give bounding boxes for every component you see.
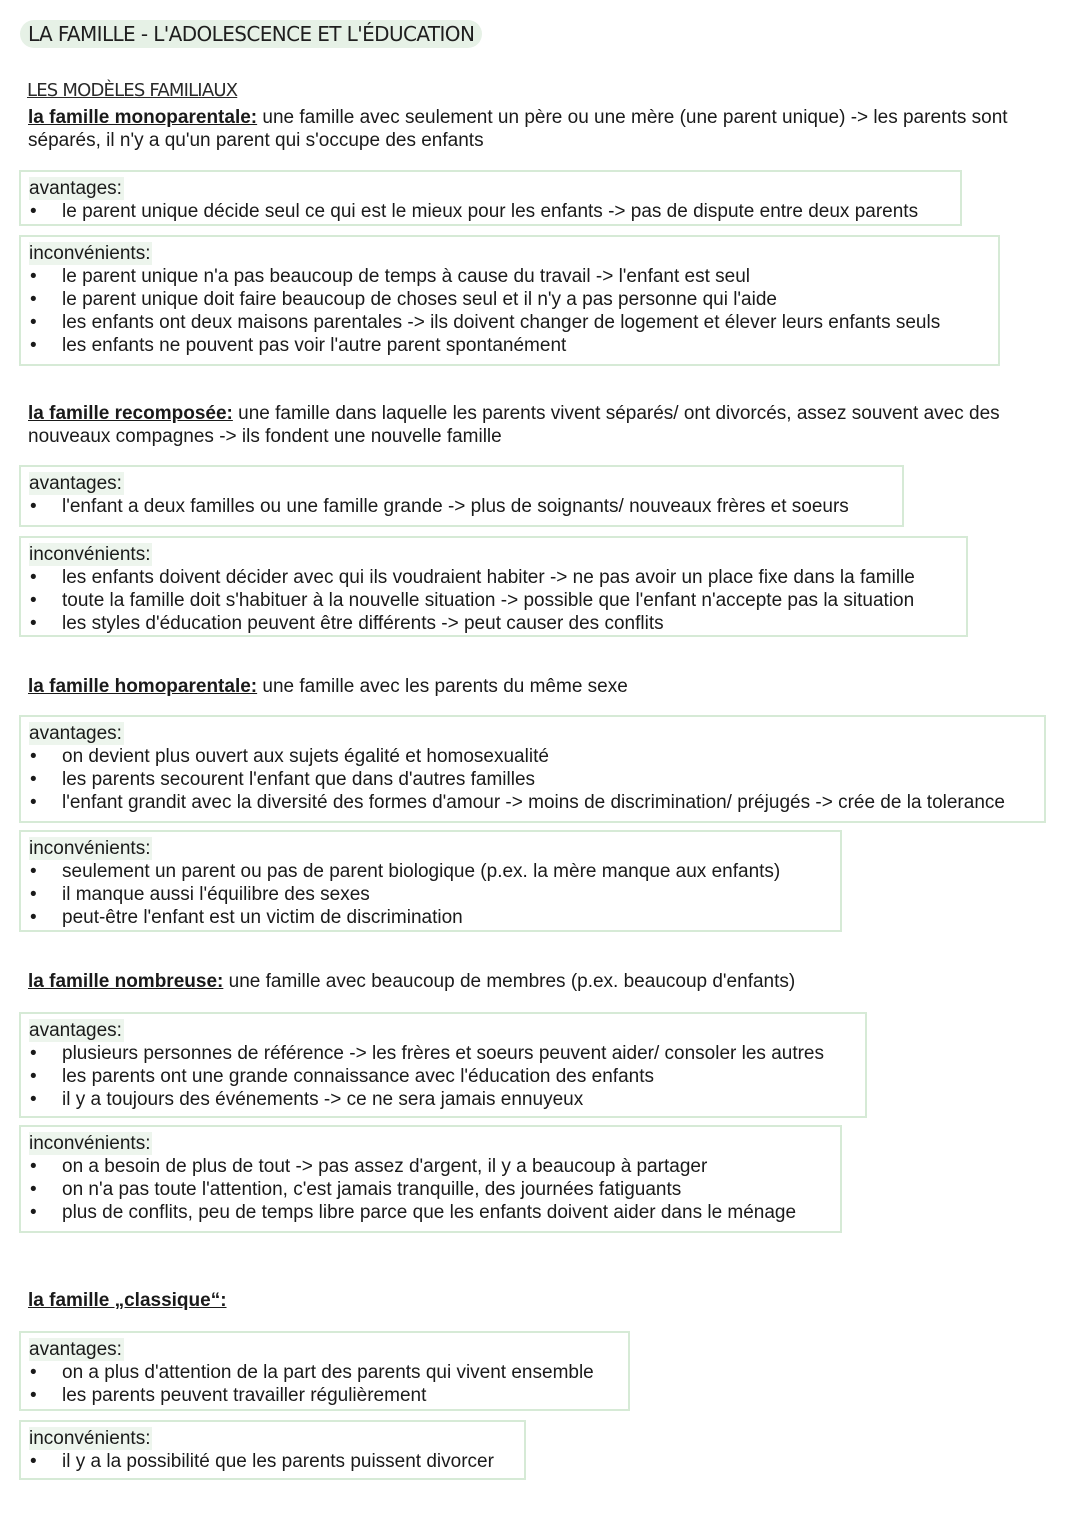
advantages-label: avantages: <box>29 1339 122 1360</box>
list-item: • on a plus d'attention de la part des parents qui vivent ensemble <box>29 1361 620 1384</box>
advantages-box-nombreuse <box>19 1012 867 1118</box>
page-title: LA FAMILLE - L'ADOLESCENCE ET L'ÉDUCATION <box>20 20 482 48</box>
disadvantages-label: inconvénients: <box>29 838 151 859</box>
list-item: • les parents secourent l'enfant que dans d'autres familles <box>29 768 1036 791</box>
list-item: • il y a la possibilité que les parents puissent divorcer <box>29 1450 516 1473</box>
advantages-label: avantages: <box>29 473 122 494</box>
disadvantages-label: inconvénients: <box>29 243 151 264</box>
definition-text: une famille avec les parents du même sexe <box>257 676 628 697</box>
disadvantages-box-recomposee <box>19 536 968 637</box>
definition-homoparentale <box>28 675 1058 698</box>
list-item: • l'enfant a deux familles ou une famille grande -> plus de soignants/ nouveaux frères et soeurs <box>29 495 894 518</box>
list-item: • l'enfant grandit avec la diversité des formes d'amour -> moins de discrimination/ préjugés -> crée de la tolerance <box>29 791 1036 814</box>
term-classique: la famille „classique“: <box>28 1290 227 1311</box>
disadvantages-box-monoparentale <box>19 235 1000 366</box>
definition-monoparentale <box>28 106 1058 152</box>
list-item: • seulement un parent ou pas de parent biologique (p.ex. la mère manque aux enfants) <box>29 860 832 883</box>
disadvantages-label: inconvénients: <box>29 1428 151 1449</box>
list-item: • les styles d'éducation peuvent être différents -> peut causer des conflits <box>29 612 958 635</box>
definition-text: une famille dans laquelle les parents vivent séparés/ ont divorcés, assez souvent avec des nouveaux compagnes -> ils fondent une nouvelle famille <box>28 403 1000 447</box>
list-item: • les enfants ont deux maisons parentales -> ils doivent changer de logement et élever leurs enfants seuls <box>29 311 990 334</box>
advantages-label: avantages: <box>29 1020 122 1041</box>
list-item: • le parent unique décide seul ce qui est le mieux pour les enfants -> pas de dispute entre deux parents <box>29 200 952 223</box>
advantages-box-classique <box>19 1331 630 1411</box>
list-item: • on a besoin de plus de tout -> pas assez d'argent, il y a beaucoup à partager <box>29 1155 832 1178</box>
definition-text: une famille avec seulement un père ou une mère (une parent unique) -> les parents sont séparés, il n'y a qu'un parent qui s'occupe des enfants <box>28 107 1008 151</box>
list-item: • les enfants doivent décider avec qui ils voudraient habiter -> ne pas avoir un place fixe dans la famille <box>29 566 958 589</box>
list-item: • peut-être l'enfant est un victim de discrimination <box>29 906 832 929</box>
list-item: • les parents ont une grande connaissance avec l'éducation des enfants <box>29 1065 857 1088</box>
list-item: • il y a toujours des événements -> ce ne sera jamais ennuyeux <box>29 1088 857 1111</box>
definition-nombreuse <box>28 970 1058 993</box>
list-item: • on n'a pas toute l'attention, c'est jamais tranquille, des journées fatiguants <box>29 1178 832 1201</box>
term-recomposee: la famille recomposée: <box>28 403 233 424</box>
definition-recomposee <box>28 402 1058 448</box>
term-monoparentale: la famille monoparentale: <box>28 107 258 128</box>
disadvantages-label: inconvénients: <box>29 544 151 565</box>
advantages-label: avantages: <box>29 178 122 199</box>
list-item: • les parents peuvent travailler régulièrement <box>29 1384 620 1407</box>
section-heading: LES MODÈLES FAMILIAUX <box>27 80 238 101</box>
definition-classique <box>28 1289 1058 1312</box>
list-item: • plus de conflits, peu de temps libre parce que les enfants doivent aider dans le ménage <box>29 1201 832 1224</box>
disadvantages-box-homoparentale <box>19 830 842 932</box>
advantages-box-recomposee <box>19 465 904 527</box>
list-item: • il manque aussi l'équilibre des sexes <box>29 883 832 906</box>
list-item: • les enfants ne pouvent pas voir l'autre parent spontanément <box>29 334 990 357</box>
advantages-box-monoparentale <box>19 170 962 226</box>
list-item: • plusieurs personnes de référence -> les frères et soeurs peuvent aider/ consoler les autres <box>29 1042 857 1065</box>
term-nombreuse: la famille nombreuse: <box>28 971 224 992</box>
term-homoparentale: la famille homoparentale: <box>28 676 258 697</box>
list-item: • toute la famille doit s'habituer à la nouvelle situation -> possible que l'enfant n'accepte pas la situation <box>29 589 958 612</box>
disadvantages-label: inconvénients: <box>29 1133 151 1154</box>
list-item: • le parent unique doit faire beaucoup de choses seul et il n'y a pas personne qui l'aide <box>29 288 990 311</box>
disadvantages-box-classique <box>19 1420 526 1480</box>
definition-text: une famille avec beaucoup de membres (p.ex. beaucoup d'enfants) <box>223 971 796 992</box>
list-item: • on devient plus ouvert aux sujets égalité et homosexualité <box>29 745 1036 768</box>
advantages-label: avantages: <box>29 723 122 744</box>
advantages-box-homoparentale <box>19 715 1046 823</box>
disadvantages-box-nombreuse <box>19 1125 842 1233</box>
list-item: • le parent unique n'a pas beaucoup de temps à cause du travail -> l'enfant est seul <box>29 265 990 288</box>
